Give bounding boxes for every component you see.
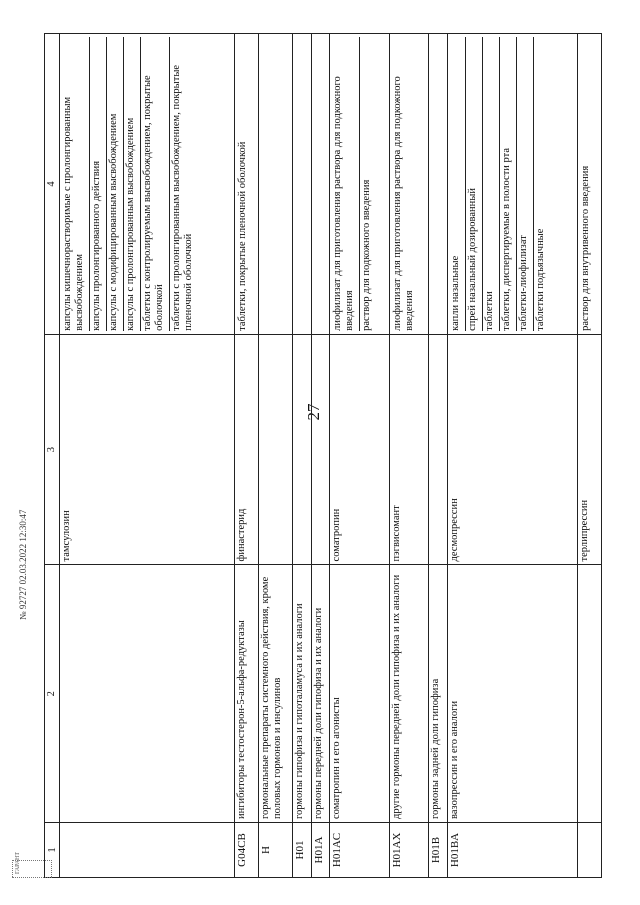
table-row (60, 34, 235, 878)
dosage-form-item: капли назальные (449, 37, 466, 331)
group-name-cell: гормоны передней доли гипофиза и их аналоги (311, 565, 330, 823)
dosage-form-item: капсулы с модифицированным высвобождением (107, 37, 124, 331)
dosage-form-item: таблетки, диспергируемые в полости рта (500, 37, 517, 331)
group-name-cell (60, 565, 235, 823)
table-row (447, 34, 577, 878)
dosage-forms-cell (330, 34, 390, 335)
dosage-form-item: лиофилизат для приготовления раствора для подкожного введения (392, 76, 416, 331)
table-row (311, 34, 330, 878)
garant-logo-text: ГАРАНТ (15, 851, 21, 874)
drug-name-cell: пэгвисомант (390, 334, 429, 565)
atc-code-cell (578, 822, 602, 877)
atc-code-cell: H01B (429, 822, 448, 877)
atc-code-cell: H01A (311, 822, 330, 877)
dosage-forms-cell (447, 34, 577, 335)
table-row (235, 34, 259, 878)
table-header-row (45, 34, 60, 878)
drug-name-cell (292, 334, 311, 565)
drug-name-cell (259, 334, 293, 565)
group-name-cell: гормоны задней доли гипофиза (429, 565, 448, 823)
dosage-form-item: лиофилизат для приготовления раствора для подкожного введения (331, 37, 360, 331)
atc-code-cell: G04CB (235, 822, 259, 877)
drug-name-cell (429, 334, 448, 565)
group-name-cell: другие гормоны передней доли гипофиза и их аналоги (390, 565, 429, 823)
dosage-forms-cell (429, 34, 448, 335)
drug-name-cell: финастерид (235, 334, 259, 565)
dosage-form-item: капсулы пролонгированного действия (90, 37, 107, 331)
dosage-form-item: таблетки-лиофилизат (517, 37, 534, 331)
dosage-forms-cell (60, 34, 235, 335)
group-name-cell: вазопрессин и его аналоги (447, 565, 577, 823)
dosage-forms-cell (292, 34, 311, 335)
dosage-form-item: раствор для подкожного введения (361, 179, 373, 331)
drug-name-cell: соматропин (330, 334, 390, 565)
table-body (60, 34, 602, 878)
document-stamp: № 92727 02.03.2022 12:30:47 (18, 509, 28, 620)
col-header-1: 1 (45, 822, 60, 877)
dosage-forms-cell (235, 34, 259, 335)
atc-code-cell: H01BA (447, 822, 577, 877)
dosage-form-item: капсулы кишечнорастворимые с пролонгированным высвобождением (61, 37, 90, 331)
dosage-form-item: таблетки, покрытые пленочной оболочкой (237, 141, 249, 331)
col-header-4: 4 (45, 34, 60, 335)
dosage-form-item: таблетки с контролируемым высвобождением, покрытые оболочкой (141, 37, 170, 331)
dosage-form-item: таблетки подъязычные (534, 228, 546, 331)
atc-code-cell: H01AC (330, 822, 390, 877)
dosage-form-item: раствор для внутривенного введения (580, 165, 592, 331)
drug-table (44, 33, 602, 878)
dosage-form-item: таблетки (483, 37, 500, 331)
table-row (330, 34, 390, 878)
dosage-forms-cell (578, 34, 602, 335)
table-row (578, 34, 602, 878)
group-name-cell: гормональные препараты системного действия, кроме половых гормонов и инсулинов (259, 565, 293, 823)
dosage-forms-cell (259, 34, 293, 335)
group-name-cell: соматропин и его агонисты (330, 565, 390, 823)
drug-table-rotated (44, 33, 602, 878)
drug-name-cell: тамсулозин (60, 334, 235, 565)
dosage-form-item: капсулы с пролонгированным высвобождением (124, 37, 141, 331)
drug-name-cell (311, 334, 330, 565)
dosage-forms-cell (311, 34, 330, 335)
group-name-cell: гормоны гипофиза и гипоталамуса и их аналоги (292, 565, 311, 823)
dosage-form-item: спрей назальный дозированный (466, 37, 483, 331)
table-row (259, 34, 293, 878)
table-row (390, 34, 429, 878)
dosage-forms-cell (390, 34, 429, 335)
drug-name-cell: терлипрессин (578, 334, 602, 565)
col-header-2: 2 (45, 565, 60, 823)
atc-code-cell: H (259, 822, 293, 877)
group-name-cell: ингибиторы тестостерон-5-альфа-редуктазы (235, 565, 259, 823)
atc-code-cell: H01AX (390, 822, 429, 877)
col-header-3: 3 (45, 334, 60, 565)
table-row (292, 34, 311, 878)
group-name-cell (578, 565, 602, 823)
garant-logo (12, 851, 52, 878)
drug-name-cell: десмопрессин (447, 334, 577, 565)
dosage-form-item: таблетки с пролонгированным высвобождением, покрытые пленочной оболочкой (171, 64, 194, 331)
atc-code-cell (60, 822, 235, 877)
page-number: 27 (304, 403, 323, 421)
atc-code-cell: H01 (292, 822, 311, 877)
table-row (429, 34, 448, 878)
